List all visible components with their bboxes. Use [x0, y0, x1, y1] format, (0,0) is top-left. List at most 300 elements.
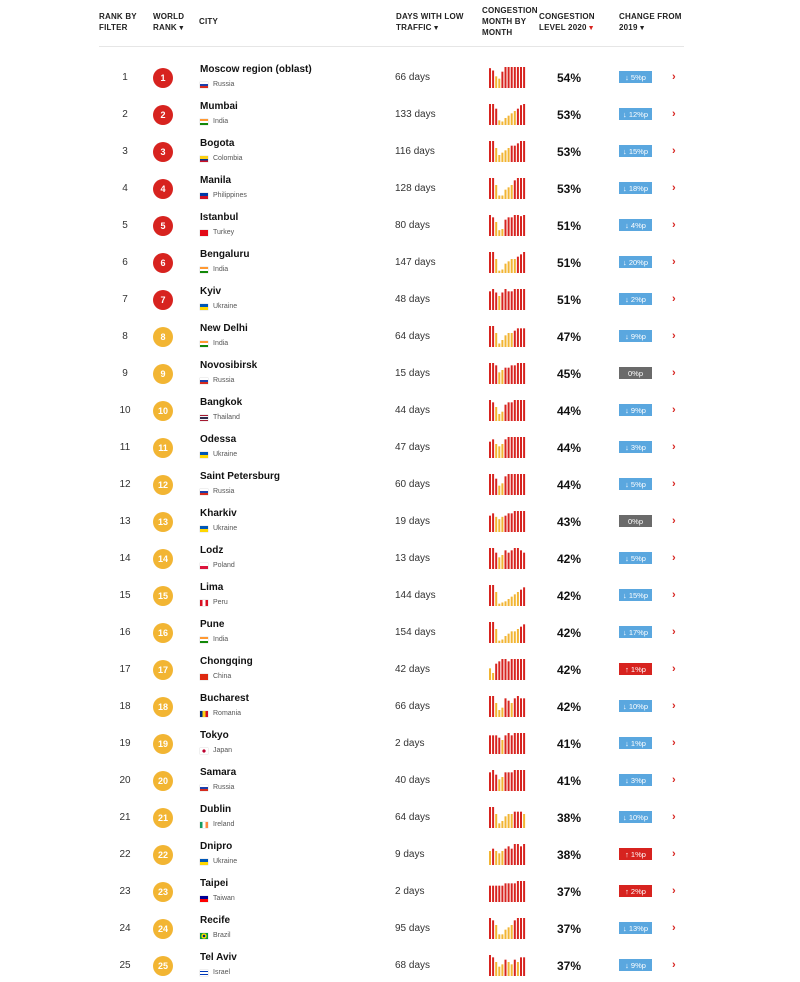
rank-by-filter: 24	[119, 923, 131, 934]
sort-congestion-level[interactable]	[539, 11, 609, 34]
month-bar	[495, 365, 497, 384]
days-low-traffic: 66 days	[395, 701, 431, 712]
month-bar	[489, 141, 491, 162]
city-name: Bogota	[200, 138, 235, 149]
congestion-month-chart	[489, 584, 527, 606]
month-bar	[517, 812, 519, 828]
month-bar	[520, 363, 522, 384]
month-bar	[505, 698, 507, 717]
table-row[interactable]	[0, 726, 800, 763]
days-low-traffic: 42 days	[395, 664, 431, 675]
days-low-traffic: 66 days	[395, 72, 431, 83]
month-bar	[501, 740, 503, 754]
city-name: Istanbul	[200, 212, 239, 223]
month-bar	[508, 148, 510, 162]
country	[200, 192, 247, 199]
days-low-traffic: 128 days	[395, 183, 436, 194]
table-row[interactable]	[0, 948, 800, 982]
congestion-level: 45%	[557, 367, 582, 381]
month-bar	[492, 439, 494, 458]
month-bar	[489, 516, 491, 532]
table-row[interactable]	[0, 393, 800, 430]
month-bar	[501, 72, 503, 88]
chevron-right-icon[interactable]: ›	[672, 774, 676, 786]
ru-flag-icon	[200, 785, 208, 791]
days-low-traffic: 95 days	[395, 923, 431, 934]
world-rank-badge: 4	[153, 179, 173, 199]
rank-by-filter: 7	[122, 294, 128, 305]
month-bar	[520, 437, 522, 458]
month-bar	[523, 770, 525, 791]
month-bar	[498, 934, 500, 939]
table-row[interactable]	[0, 282, 800, 319]
congestion-level: 37%	[557, 885, 582, 899]
month-bar	[523, 252, 525, 273]
month-bar	[505, 150, 507, 162]
month-bar	[520, 550, 522, 569]
chevron-right-icon[interactable]: ›	[672, 737, 676, 749]
month-bar	[511, 333, 513, 347]
month-bar	[495, 109, 497, 125]
country-name: India	[213, 636, 229, 643]
days-low-traffic: 64 days	[395, 812, 431, 823]
chevron-right-icon[interactable]: ›	[672, 182, 676, 194]
chevron-right-icon[interactable]: ›	[672, 478, 676, 490]
month-bar	[517, 474, 519, 495]
month-bar	[495, 851, 497, 865]
month-bar	[501, 934, 503, 939]
month-bar	[489, 772, 491, 791]
country	[200, 636, 228, 643]
country-name: Taiwan	[213, 895, 235, 902]
month-bar	[517, 696, 519, 717]
month-bar	[498, 446, 500, 458]
congestion-level: 53%	[557, 182, 582, 196]
table-row[interactable]	[0, 911, 800, 948]
month-bar	[514, 400, 516, 421]
month-bar	[523, 141, 525, 162]
country-name: Poland	[213, 562, 235, 569]
sort-world-rank[interactable]	[153, 11, 193, 34]
city-name: Kyiv	[200, 286, 222, 297]
change-badge: ↓ 18%p	[619, 182, 652, 194]
country-name: Colombia	[213, 155, 243, 162]
congestion-level: 54%	[557, 71, 582, 85]
month-bar	[492, 513, 494, 532]
month-bar	[511, 814, 513, 828]
month-bar	[523, 844, 525, 865]
month-bar	[520, 289, 522, 310]
month-bar	[514, 331, 516, 347]
congestion-level: 41%	[557, 774, 582, 788]
month-bar	[517, 178, 519, 199]
month-bar	[517, 733, 519, 754]
table-row[interactable]	[0, 800, 800, 837]
country	[200, 562, 235, 569]
city-name: Samara	[200, 767, 237, 778]
month-bar	[505, 368, 507, 384]
month-bar	[492, 104, 494, 125]
chevron-right-icon[interactable]: ›	[672, 811, 676, 823]
month-bar	[505, 816, 507, 828]
city-name: Lima	[200, 582, 224, 593]
month-bar	[498, 710, 500, 717]
month-bar	[489, 886, 491, 902]
month-bar	[508, 437, 510, 458]
month-bar	[505, 289, 507, 310]
header-divider	[99, 46, 684, 47]
chevron-right-icon[interactable]: ›	[672, 367, 676, 379]
congestion-month-chart	[489, 954, 527, 976]
month-bar	[508, 333, 510, 347]
congestion-level: 42%	[557, 626, 582, 640]
table-row[interactable]	[0, 615, 800, 652]
in-flag-icon	[200, 267, 208, 273]
month-bar	[508, 67, 510, 88]
month-bar	[511, 113, 513, 125]
month-bar	[511, 772, 513, 791]
month-bar	[501, 964, 503, 976]
month-bar	[523, 328, 525, 347]
world-rank-badge: 10	[153, 401, 173, 421]
table-row[interactable]	[0, 578, 800, 615]
country	[200, 414, 240, 421]
change-badge: ↓ 5%p	[619, 71, 652, 83]
world-rank-badge: 12	[153, 475, 173, 495]
change-badge: ↓ 10%p	[619, 811, 652, 823]
th-flag-icon	[200, 415, 208, 421]
month-bar	[495, 222, 497, 236]
month-bar	[520, 957, 522, 976]
table-row[interactable]	[0, 763, 800, 800]
month-bar	[520, 846, 522, 865]
month-bar	[517, 289, 519, 310]
congestion-month-chart	[489, 806, 527, 828]
country	[200, 155, 243, 162]
world-rank-badge: 16	[153, 623, 173, 643]
month-bar	[492, 735, 494, 754]
month-bar	[501, 886, 503, 902]
month-bar	[495, 76, 497, 88]
table-row[interactable]	[0, 467, 800, 504]
table-row[interactable]	[0, 504, 800, 541]
country-name: Romania	[213, 710, 242, 717]
month-bar	[520, 770, 522, 791]
header-change-from: CHANGE FROM 2019	[619, 12, 682, 32]
month-bar	[511, 735, 513, 754]
month-bar	[514, 111, 516, 125]
month-bar	[511, 659, 513, 680]
month-bar	[511, 291, 513, 310]
rank-by-filter: 19	[119, 738, 131, 749]
country-name: Ukraine	[213, 858, 238, 865]
days-low-traffic: 40 days	[395, 775, 431, 786]
country	[200, 303, 237, 310]
sort-down-icon: ▼	[638, 25, 646, 32]
month-bar	[489, 68, 491, 88]
month-bar	[498, 661, 500, 680]
days-low-traffic: 2 days	[395, 738, 425, 749]
country-name: Ukraine	[213, 451, 238, 458]
month-bar	[511, 883, 513, 902]
table-row[interactable]	[0, 171, 800, 208]
month-bar	[492, 957, 494, 976]
month-bar	[508, 474, 510, 495]
month-bar	[498, 372, 500, 384]
chevron-right-icon[interactable]: ›	[672, 515, 676, 527]
month-bar	[508, 187, 510, 199]
table-row[interactable]	[0, 541, 800, 578]
chevron-right-icon[interactable]: ›	[672, 848, 676, 860]
month-bar	[489, 918, 491, 939]
chevron-right-icon[interactable]: ›	[672, 885, 676, 897]
days-low-traffic: 15 days	[395, 368, 431, 379]
month-bar	[489, 291, 491, 310]
rank-by-filter: 10	[119, 405, 131, 416]
rank-by-filter: 21	[119, 812, 131, 823]
chevron-right-icon[interactable]: ›	[672, 71, 676, 83]
header-rank-by-filter: RANK BY FILTER	[99, 12, 137, 32]
month-bar	[489, 326, 491, 347]
country-name: Russia	[213, 81, 235, 88]
change-badge: ↓ 15%p	[619, 145, 652, 157]
month-bar	[511, 513, 513, 532]
country-name: Ireland	[213, 821, 235, 828]
chevron-right-icon[interactable]: ›	[672, 404, 676, 416]
month-bar	[501, 340, 503, 347]
month-bar	[508, 927, 510, 939]
rank-by-filter: 17	[119, 664, 131, 675]
month-bar	[523, 814, 525, 828]
table-row[interactable]	[0, 430, 800, 467]
days-low-traffic: 9 days	[395, 849, 425, 860]
month-bar	[514, 437, 516, 458]
month-bar	[520, 590, 522, 606]
month-bar	[520, 216, 522, 236]
month-bar	[498, 823, 500, 828]
co-flag-icon	[200, 156, 208, 162]
chevron-right-icon[interactable]: ›	[672, 552, 676, 564]
month-bar	[511, 259, 513, 273]
country-name: China	[213, 673, 232, 680]
table-row[interactable]	[0, 245, 800, 282]
header-city	[199, 16, 259, 27]
table-row[interactable]	[0, 97, 800, 134]
month-bar	[520, 67, 522, 88]
month-bar	[495, 735, 497, 754]
month-bar	[505, 849, 507, 865]
month-bar	[520, 511, 522, 532]
world-rank-badge: 13	[153, 512, 173, 532]
month-bar	[514, 146, 516, 162]
month-bar	[498, 604, 500, 606]
rank-by-filter: 2	[122, 109, 128, 120]
change-badge: ↓ 12%p	[619, 108, 652, 120]
chevron-right-icon[interactable]: ›	[672, 589, 676, 601]
chevron-right-icon[interactable]: ›	[672, 959, 676, 971]
month-bar	[501, 483, 503, 495]
month-bar	[511, 631, 513, 643]
month-bar	[511, 550, 513, 569]
month-bar	[517, 257, 519, 273]
country	[200, 488, 234, 495]
congestion-month-chart	[489, 917, 527, 939]
city-name: Saint Petersburg	[200, 471, 281, 482]
chevron-right-icon[interactable]: ›	[672, 219, 676, 231]
chevron-right-icon[interactable]: ›	[672, 330, 676, 342]
month-bar	[508, 814, 510, 828]
country	[200, 821, 234, 828]
month-bar	[501, 708, 503, 717]
chevron-right-icon[interactable]: ›	[672, 293, 676, 305]
month-bar	[498, 779, 500, 791]
world-rank-badge: 3	[153, 142, 173, 162]
month-bar	[492, 474, 494, 495]
city-name: Novosibirsk	[200, 360, 258, 371]
month-bar	[498, 155, 500, 162]
month-bar	[517, 548, 519, 569]
ru-flag-icon	[200, 489, 208, 495]
month-bar	[508, 368, 510, 384]
sort-change-from-2019[interactable]	[619, 11, 689, 34]
country	[200, 969, 230, 976]
rank-by-filter: 14	[119, 553, 131, 564]
congestion-month-chart	[489, 399, 527, 421]
congestion-month-chart	[489, 251, 527, 273]
congestion-level: 51%	[557, 256, 582, 270]
change-badge: ↓ 17%p	[619, 626, 652, 638]
days-low-traffic: 147 days	[395, 257, 436, 268]
country-name: Philippines	[213, 192, 247, 199]
congestion-level: 44%	[557, 441, 582, 455]
table-row[interactable]	[0, 874, 800, 911]
country	[200, 81, 234, 88]
days-low-traffic: 133 days	[395, 109, 436, 120]
city-name: Moscow region (oblast)	[200, 64, 312, 75]
month-bar	[492, 289, 494, 310]
table-row[interactable]	[0, 689, 800, 726]
change-badge: ↓ 9%p	[619, 330, 652, 342]
month-bar	[514, 883, 516, 902]
month-bar	[495, 259, 497, 273]
ie-flag-icon	[200, 822, 208, 828]
congestion-level: 42%	[557, 700, 582, 714]
month-bar	[501, 196, 503, 200]
month-bar	[495, 629, 497, 643]
chevron-right-icon[interactable]: ›	[672, 700, 676, 712]
chevron-right-icon[interactable]: ›	[672, 256, 676, 268]
chevron-right-icon[interactable]: ›	[672, 108, 676, 120]
world-rank-badge: 1	[153, 68, 173, 88]
change-badge: ↑ 2%p	[619, 885, 652, 897]
month-bar	[523, 178, 525, 199]
in-flag-icon	[200, 119, 208, 125]
month-bar	[505, 930, 507, 939]
month-bar	[498, 271, 500, 273]
month-bar	[489, 696, 491, 717]
month-bar	[505, 405, 507, 421]
table-row[interactable]	[0, 208, 800, 245]
month-bar	[505, 264, 507, 273]
month-bar	[501, 517, 503, 532]
country-name: India	[213, 266, 229, 273]
country-name: Peru	[213, 599, 228, 606]
chevron-right-icon[interactable]: ›	[672, 145, 676, 157]
month-bar	[498, 738, 500, 754]
month-bar	[508, 883, 510, 902]
month-bar	[520, 400, 522, 421]
chevron-right-icon[interactable]: ›	[672, 441, 676, 453]
country	[200, 932, 231, 939]
sort-rank-by-filter[interactable]	[99, 11, 149, 33]
days-low-traffic: 60 days	[395, 479, 431, 490]
change-badge: ↓ 2%p	[619, 293, 652, 305]
month-bar	[489, 400, 491, 421]
cn-flag-icon	[200, 674, 208, 680]
month-bar	[501, 603, 503, 607]
city-name: Dublin	[200, 804, 232, 815]
table-row[interactable]	[0, 134, 800, 171]
table-row[interactable]	[0, 837, 800, 874]
table-row[interactable]	[0, 60, 800, 97]
month-bar	[514, 698, 516, 717]
table-row[interactable]	[0, 356, 800, 393]
month-bar	[523, 104, 525, 125]
month-bar	[501, 153, 503, 162]
table-row[interactable]	[0, 319, 800, 356]
country-name: India	[213, 118, 229, 125]
month-bar	[489, 252, 491, 273]
country	[200, 118, 228, 125]
congestion-month-chart	[489, 177, 527, 199]
month-bar	[514, 511, 516, 532]
month-bar	[505, 118, 507, 125]
world-rank-badge: 5	[153, 216, 173, 236]
chevron-right-icon[interactable]: ›	[672, 626, 676, 638]
month-bar	[523, 957, 525, 976]
chevron-right-icon[interactable]: ›	[672, 663, 676, 675]
month-bar	[505, 636, 507, 643]
table-row[interactable]	[0, 652, 800, 689]
sort-days-low-traffic[interactable]	[396, 11, 476, 34]
city-name: Bengaluru	[200, 249, 250, 260]
month-bar	[511, 964, 513, 976]
rank-by-filter: 25	[119, 960, 131, 971]
rank-by-filter: 16	[119, 627, 131, 638]
month-bar	[508, 599, 510, 606]
congestion-level: 43%	[557, 515, 582, 529]
month-bar	[508, 846, 510, 865]
change-badge: 0%p	[619, 515, 652, 527]
month-bar	[523, 215, 525, 236]
month-bar	[495, 962, 497, 976]
days-low-traffic: 144 days	[395, 590, 436, 601]
month-bar	[511, 146, 513, 162]
change-badge: ↓ 13%p	[619, 922, 652, 934]
month-bar	[508, 772, 510, 791]
change-badge: ↓ 20%p	[619, 256, 652, 268]
month-bar	[517, 844, 519, 865]
ua-flag-icon	[200, 304, 208, 310]
month-bar	[495, 517, 497, 532]
chevron-right-icon[interactable]: ›	[672, 922, 676, 934]
month-bar	[523, 437, 525, 458]
congestion-level: 47%	[557, 330, 582, 344]
country-name: Turkey	[213, 229, 235, 236]
month-bar	[508, 261, 510, 273]
month-bar	[505, 516, 507, 532]
month-bar	[498, 886, 500, 902]
